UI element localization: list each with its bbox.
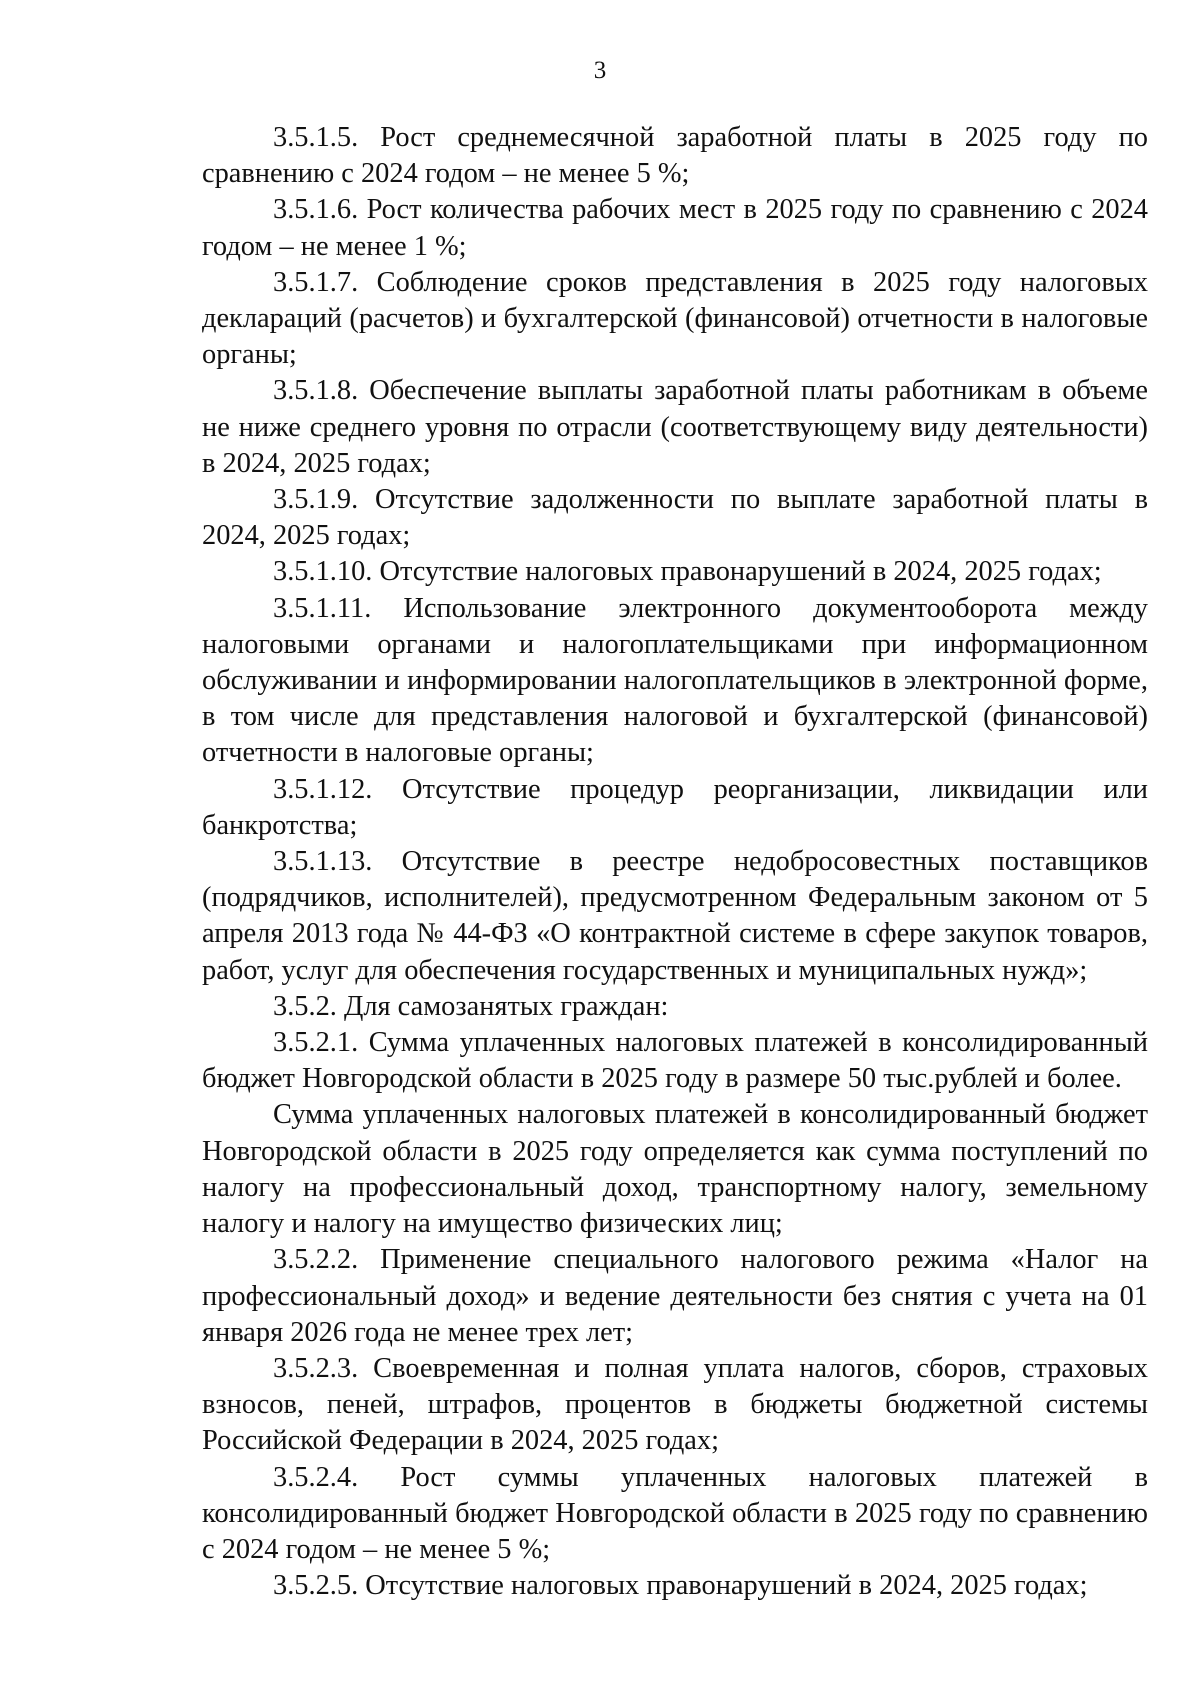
paragraph-payments-definition: Сумма уплаченных налоговых платежей в консолидированный бюджет Новгородской области в 2025 году определяется как сумма поступлений по налогу на профессиональный доход, транспортному налогу, земельному налогу и налогу на имущество физических лиц; bbox=[202, 1099, 1148, 1240]
paragraph-3-5-2-5: 3.5.2.5. Отсутствие налоговых правонарушений в 2024, 2025 годах; bbox=[273, 1570, 1088, 1602]
paragraph-3-5-1-10: 3.5.1.10. Отсутствие налоговых правонарушений в 2024, 2025 годах; bbox=[273, 556, 1102, 588]
paragraph-3-5-2-4: 3.5.2.4. Рост суммы уплаченных налоговых платежей в консолидированный бюджет Новгородской области в 2025 году по сравнению с 2024 годом – не менее 5 %; bbox=[202, 1461, 1148, 1565]
paragraph-3-5-1-5: 3.5.1.5. Рост среднемесячной заработной платы в 2025 году по сравнению с 2024 годом – не менее 5 %; bbox=[202, 122, 1148, 190]
paragraph-3-5-2-1: 3.5.2.1. Сумма уплаченных налоговых платежей в консолидированный бюджет Новгородской области в 2025 году в размере 50 тыс.рублей и более. bbox=[202, 1027, 1148, 1095]
paragraph-3-5-2-2: 3.5.2.2. Применение специального налогового режима «Налог на профессиональный доход» и ведение деятельности без снятия с учета на 01 января 2026 года не менее трех лет; bbox=[202, 1244, 1148, 1348]
paragraph-3-5-2: 3.5.2. Для самозанятых граждан: bbox=[273, 990, 669, 1022]
paragraph-3-5-1-11: 3.5.1.11. Использование электронного документооборота между налоговыми органами и налогоплательщиками при информационном обслуживании и информировании налогоплательщиков в электронной форме, в том числе для представления налоговой и бухгалтерской (финансовой) отчетности в налоговые органы; bbox=[202, 592, 1148, 769]
paragraph-3-5-1-12: 3.5.1.12. Отсутствие процедур реорганизации, ликвидации или банкротства; bbox=[202, 773, 1148, 841]
paragraph-3-5-1-8: 3.5.1.8. Обеспечение выплаты заработной платы работникам в объеме не ниже среднего уровня по отрасли (соответствующему виду деятельности) в 2024, 2025 годах; bbox=[202, 375, 1148, 479]
paragraph-3-5-2-3: 3.5.2.3. Своевременная и полная уплата налогов, сборов, страховых взносов, пеней, штрафов, процентов в бюджеты бюджетной системы Российской Федерации в 2024, 2025 годах; bbox=[202, 1352, 1148, 1457]
paragraph-3-5-1-13: 3.5.1.13. Отсутствие в реестре недобросовестных поставщиков (подрядчиков, исполнителей), предусмотренном Федеральным законом от 5 апреля 2013 года № 44-ФЗ «О контрактной системе в сфере закупок товаров, работ, услуг для обеспечения государственных и муниципальных нужд»; bbox=[202, 846, 1148, 986]
page-number: 3 bbox=[593, 57, 607, 84]
paragraph-3-5-1-9: 3.5.1.9. Отсутствие задолженности по выплате заработной платы в 2024, 2025 годах; bbox=[202, 484, 1148, 552]
paragraph-3-5-1-7: 3.5.1.7. Соблюдение сроков представления в 2025 году налоговых деклараций (расчетов) и бухгалтерской (финансовой) отчетности в налоговые органы; bbox=[202, 266, 1148, 371]
paragraph-3-5-1-6: 3.5.1.6. Рост количества рабочих мест в 2025 году по сравнению с 2024 годом – не менее 1 %; bbox=[202, 194, 1148, 262]
document-body bbox=[202, 120, 1148, 1604]
